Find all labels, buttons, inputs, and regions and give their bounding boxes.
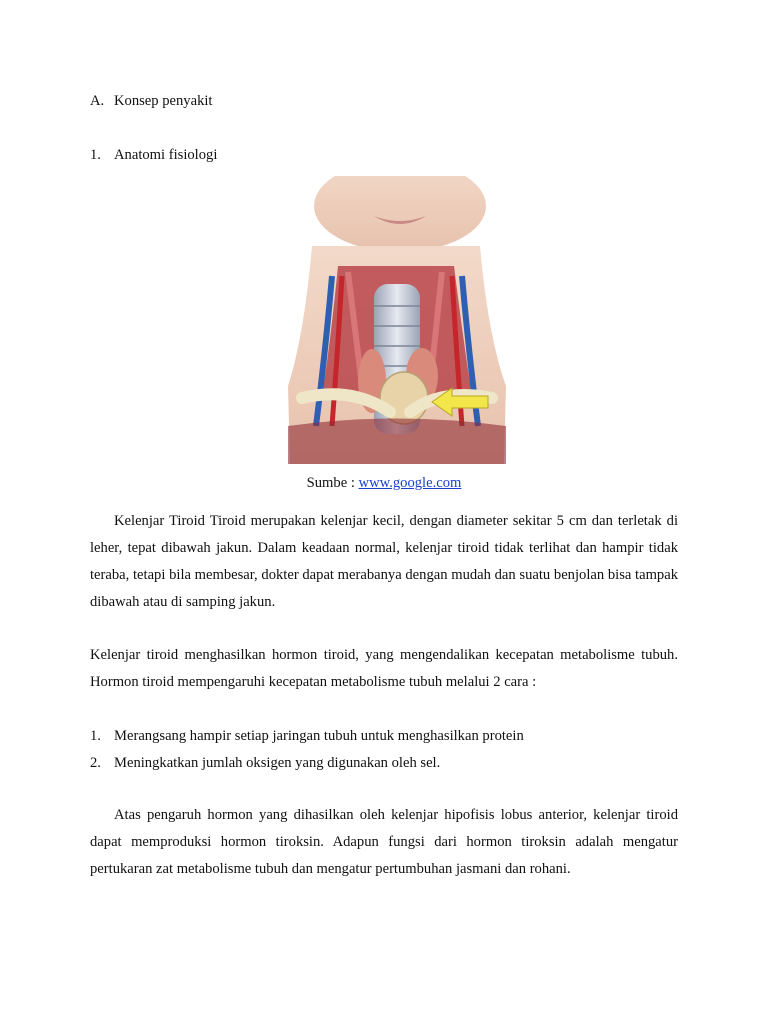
caption-prefix: Sumbe : <box>306 475 359 491</box>
caption-link[interactable]: www.google.com <box>358 475 462 491</box>
list-number: 2. <box>90 755 101 771</box>
thyroid-anatomy-illustration <box>282 176 512 464</box>
subsection-number: 1. <box>90 147 101 163</box>
list-item-1 <box>90 727 524 745</box>
paragraph-3: Atas pengaruh hormon yang dihasilkan oleh kelenjar hipofisis lobus anterior, kelenjar tiroid dapat memproduksi hormon tiroksin. Adapun fungsi dari hormon tiroksin adalah mengatur pertukaran zat metabolisme tubuh dan mengatur pertumbuhan jasmani dan rohani. <box>90 807 678 877</box>
upper-chest <box>288 419 506 465</box>
subsection-heading <box>90 146 217 164</box>
list-number: 1. <box>90 728 101 744</box>
figure-caption <box>0 474 768 492</box>
list-text: Merangsang hampir setiap jaringan tubuh untuk menghasilkan protein <box>114 728 524 744</box>
head-shape <box>314 176 486 252</box>
list-text: Meningkatkan jumlah oksigen yang digunakan oleh sel. <box>114 755 441 771</box>
list-item-2 <box>90 754 440 772</box>
paragraph-1: Kelenjar Tiroid Tiroid merupakan kelenjar kecil, dengan diameter sekitar 5 cm dan terletak di leher, tepat dibawah jakun. Dalam keadaan normal, kelenjar tiroid tidak terlihat dan hampir tidak teraba, tetapi bila membesar, dokter dapat merabanya dengan mudah dan suatu benjolan bisa tampak dibawah atau di samping jakun. <box>90 513 678 610</box>
section-heading <box>90 92 213 110</box>
section-letter: A. <box>90 93 105 109</box>
section-title: Konsep penyakit <box>114 93 213 109</box>
paragraph-2: Kelenjar tiroid menghasilkan hormon tiroid, yang mengendalikan kecepatan metabolisme tubuh. Hormon tiroid mempengaruhi kecepatan metabolisme tubuh melalui 2 cara : <box>90 647 678 690</box>
subsection-title: Anatomi fisiologi <box>114 147 218 163</box>
